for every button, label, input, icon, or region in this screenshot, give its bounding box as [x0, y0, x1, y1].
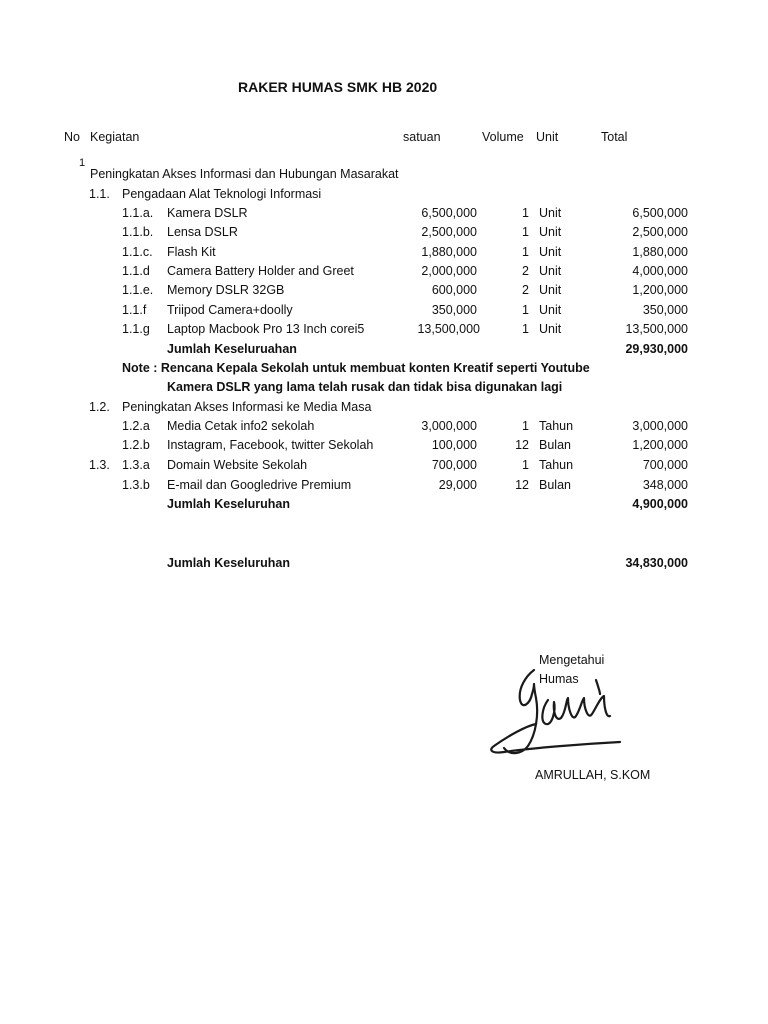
item-volume: 1	[522, 322, 529, 336]
item-satuan: 13,500,000	[417, 322, 480, 336]
item-total: 1,200,000	[632, 283, 688, 297]
item-name: Camera Battery Holder and Greet	[167, 264, 354, 278]
subtotal-value: 4,900,000	[632, 497, 688, 511]
document-title: RAKER HUMAS SMK HB 2020	[238, 79, 438, 95]
item-total: 2,500,000	[632, 225, 688, 239]
item-code: 1.1.f	[122, 303, 147, 317]
item-total: 1,880,000	[632, 245, 688, 259]
item-name: Memory DSLR 32GB	[167, 283, 285, 297]
item-code: 1.3.b	[122, 478, 150, 492]
item-code: 1.1.c.	[122, 245, 153, 259]
item-total: 348,000	[642, 478, 688, 492]
header-volume: Volume	[482, 130, 524, 144]
item-volume: 2	[522, 283, 529, 297]
group-code: 1.3.	[89, 458, 110, 472]
item-volume: 1	[522, 206, 529, 220]
item-code: 1.2.a	[122, 419, 150, 433]
item-name: Laptop Macbook Pro 13 Inch corei5	[167, 322, 365, 336]
item-name: Media Cetak info2 sekolah	[167, 419, 315, 433]
item-name: Instagram, Facebook, twitter Sekolah	[167, 438, 374, 452]
section-title: Peningkatan Akses Informasi dan Hubungan Masarakat	[90, 167, 399, 181]
item-volume: 2	[522, 264, 529, 278]
item-name: Lensa DSLR	[167, 225, 238, 239]
item-unit: Unit	[539, 264, 562, 278]
item-total: 4,000,000	[632, 264, 688, 278]
item-satuan: 600,000	[431, 283, 477, 297]
item-volume: 1	[522, 419, 529, 433]
subtotal-value: 29,930,000	[625, 342, 688, 356]
item-total: 350,000	[642, 303, 688, 317]
item-unit: Unit	[539, 283, 562, 297]
item-satuan: 2,000,000	[421, 264, 477, 278]
item-satuan: 100,000	[431, 438, 477, 452]
item-unit: Bulan	[539, 438, 571, 452]
item-satuan: 2,500,000	[421, 225, 477, 239]
item-name: E-mail dan Googledrive Premium	[167, 478, 352, 492]
group-title: Peningkatan Akses Informasi ke Media Masa	[122, 400, 372, 414]
item-satuan: 3,000,000	[421, 419, 477, 433]
item-volume: 12	[515, 438, 529, 452]
item-code: 1.1.g	[122, 322, 150, 336]
item-volume: 1	[522, 225, 529, 239]
item-total: 3,000,000	[632, 419, 688, 433]
item-unit: Unit	[539, 206, 562, 220]
item-satuan: 6,500,000	[421, 206, 477, 220]
item-total: 1,200,000	[632, 438, 688, 452]
header-unit: Unit	[536, 130, 559, 144]
approval-label: Mengetahui	[539, 653, 605, 667]
header-no: No	[64, 130, 80, 144]
subtotal-label: Jumlah Keseluruahan	[167, 342, 297, 356]
group-title: Pengadaan Alat Teknologi Informasi	[122, 187, 322, 201]
signer-name: AMRULLAH, S.KOM	[535, 768, 651, 782]
item-unit: Unit	[539, 225, 562, 239]
item-volume: 1	[522, 303, 529, 317]
grand-total-label: Jumlah Keseluruhan	[167, 556, 290, 570]
item-unit: Bulan	[539, 478, 571, 492]
header-kegiatan: Kegiatan	[90, 130, 140, 144]
item-satuan: 29,000	[438, 478, 477, 492]
item-unit: Tahun	[539, 419, 574, 433]
item-unit: Unit	[539, 245, 562, 259]
item-unit: Unit	[539, 322, 562, 336]
item-volume: 1	[522, 458, 529, 472]
signer-role: Humas	[539, 672, 579, 686]
item-total: 6,500,000	[632, 206, 688, 220]
item-unit: Unit	[539, 303, 562, 317]
item-total: 13,500,000	[625, 322, 688, 336]
item-name: Domain Website Sekolah	[167, 458, 308, 472]
header-satuan: satuan	[403, 130, 441, 144]
item-unit: Tahun	[539, 458, 574, 472]
item-code: 1.1.d	[122, 264, 150, 278]
group-code: 1.1.	[89, 187, 110, 201]
item-name: Triipod Camera+doolly	[167, 303, 293, 317]
item-code: 1.2.b	[122, 438, 150, 452]
group-code: 1.2.	[89, 400, 110, 414]
handwritten-signature	[486, 664, 622, 772]
item-code: 1.1.a.	[122, 206, 154, 220]
note-line-1: Note : Rencana Kepala Sekolah untuk membuat konten Kreatif seperti Youtube	[122, 361, 590, 375]
item-code: 1.3.a	[122, 458, 150, 472]
item-volume: 12	[515, 478, 529, 492]
grand-total-value: 34,830,000	[625, 556, 688, 570]
item-name: Flash Kit	[167, 245, 216, 259]
section-number: 1	[79, 157, 86, 169]
item-volume: 1	[522, 245, 529, 259]
item-total: 700,000	[642, 458, 688, 472]
item-satuan: 1,880,000	[421, 245, 477, 259]
item-code: 1.1.e.	[122, 283, 154, 297]
subtotal-label: Jumlah Keseluruhan	[167, 497, 290, 511]
item-satuan: 700,000	[431, 458, 477, 472]
note-line-2: Kamera DSLR yang lama telah rusak dan tidak bisa digunakan lagi	[167, 380, 563, 394]
item-satuan: 350,000	[431, 303, 477, 317]
item-name: Kamera DSLR	[167, 206, 248, 220]
item-code: 1.1.b.	[122, 225, 154, 239]
header-total: Total	[601, 130, 628, 144]
